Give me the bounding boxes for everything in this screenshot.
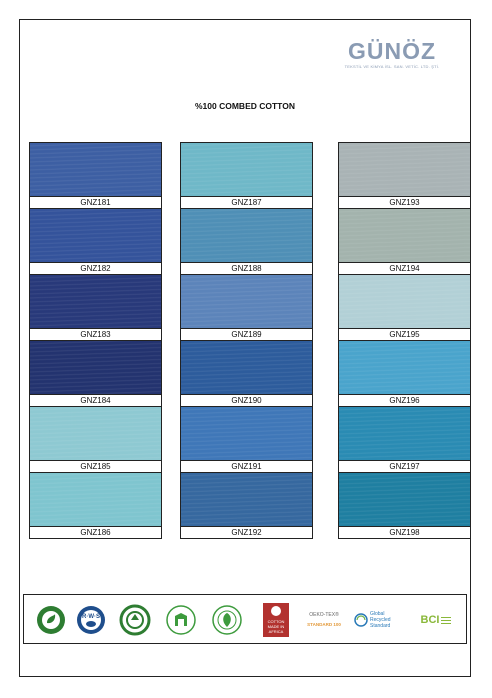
swatch-color [338, 142, 471, 197]
globe-icon [354, 613, 368, 627]
swatch-code: GNZ197 [338, 461, 471, 473]
gots-icon [164, 603, 198, 637]
swatch-color [29, 142, 162, 197]
swatch-gnz181 [29, 142, 162, 210]
swatch-code: GNZ188 [180, 263, 313, 275]
organic-content-standard-icon [34, 603, 68, 637]
swatch-gnz188 [180, 208, 313, 276]
swatch-color [338, 208, 471, 263]
swatch-color [180, 406, 313, 461]
catalog-page [19, 19, 471, 677]
swatch-color [338, 472, 471, 527]
swatch-gnz192 [180, 472, 313, 540]
swatch-gnz184 [29, 340, 162, 408]
swatch-code: GNZ190 [180, 395, 313, 407]
swatch-gnz196 [338, 340, 471, 408]
logo-wordmark: GÜNÖZ [347, 38, 437, 64]
swatch-color [29, 472, 162, 527]
swatch-gnz193 [338, 142, 471, 210]
swatch-color [29, 406, 162, 461]
swatch-code: GNZ196 [338, 395, 471, 407]
swatch-gnz190 [180, 340, 313, 408]
oeko-sub: STANDARD 100 [307, 622, 341, 627]
swatch-color [180, 340, 313, 395]
swatch-color [29, 274, 162, 329]
cmia-label: COTTON MADE IN AFRICA [267, 619, 285, 634]
swatch-code: GNZ184 [29, 395, 162, 407]
oeko-tex-icon [304, 603, 344, 637]
bci-label: BCI [420, 614, 440, 626]
swatch-color [338, 340, 471, 395]
swatch-gnz187 [180, 142, 313, 210]
swatch-code: GNZ189 [180, 329, 313, 341]
swatch-gnz197 [338, 406, 471, 474]
swatch-code: GNZ194 [338, 263, 471, 275]
swatch-color [338, 406, 471, 461]
swatch-code: GNZ181 [29, 197, 162, 209]
swatch-gnz182 [29, 208, 162, 276]
logo-subtitle: TEKSTİL VE KİMYA İSL. SAN. VETİC. LTD. ŞTİ. [344, 64, 440, 69]
swatch-gnz195 [338, 274, 471, 342]
certification-bar [23, 594, 467, 644]
swatch-code: GNZ198 [338, 527, 471, 539]
swatch-color [29, 208, 162, 263]
swatch-color [338, 274, 471, 329]
swatch-gnz186 [29, 472, 162, 540]
swatch-gnz189 [180, 274, 313, 342]
swatch-code: GNZ195 [338, 329, 471, 341]
swatch-gnz198 [338, 472, 471, 540]
swatch-gnz194 [338, 208, 471, 276]
swatch-code: GNZ185 [29, 461, 162, 473]
swatch-code: GNZ183 [29, 329, 162, 341]
swatch-code: GNZ191 [180, 461, 313, 473]
rws-icon [74, 603, 108, 637]
swatch-gnz185 [29, 406, 162, 474]
swatch-gnz183 [29, 274, 162, 342]
swatch-color [180, 274, 313, 329]
swatch-code: GNZ186 [29, 527, 162, 539]
global-recycled-standard-icon [354, 603, 406, 637]
swatch-color [29, 340, 162, 395]
company-logo [342, 38, 442, 70]
swatch-code: GNZ182 [29, 263, 162, 275]
organic-blended-icon [210, 603, 244, 637]
recycled-claim-standard-icon [118, 603, 152, 637]
swatch-code: GNZ192 [180, 527, 313, 539]
page-title: %100 COMBED COTTON [195, 101, 295, 111]
swatch-code: GNZ187 [180, 197, 313, 209]
svg-text:R·W·S: R·W·S [82, 614, 100, 620]
oeko-label: OEKO-TEX® [309, 612, 339, 618]
swatch-code: GNZ193 [338, 197, 471, 209]
swatch-color [180, 208, 313, 263]
swatch-color [180, 472, 313, 527]
cotton-made-in-africa-icon [262, 603, 290, 637]
bci-icon [418, 603, 454, 637]
swatch-gnz191 [180, 406, 313, 474]
swatch-color [180, 142, 313, 197]
grs-label: Global Recycled Standard [370, 611, 391, 629]
